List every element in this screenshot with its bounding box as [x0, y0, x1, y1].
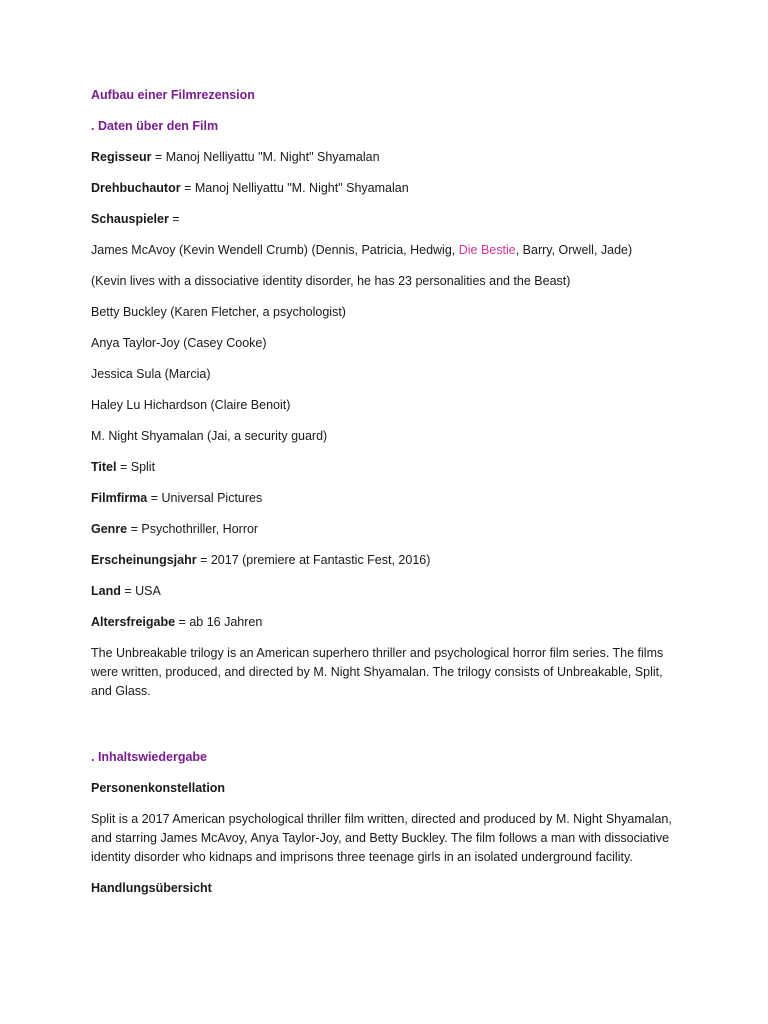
field-separator: = [120, 584, 136, 598]
cast-item: Anya Taylor-Joy (Casey Cooke) [91, 336, 267, 350]
summary-paragraph: Split is a 2017 American psychological thriller film written, directed and produced by M. Night Shyamalan, and starring James McAvoy, Anya Taylor-Joy, and Betty Buckley. The film follows a man with dissociative identity disorder who kidnaps and imprisons three teenage girls in an isolated underground facility. [91, 812, 672, 864]
subheading-label: Handlungsübersicht [91, 881, 212, 895]
field-value: ab 16 Jahren [189, 615, 263, 629]
field-label: Schauspieler [91, 212, 169, 226]
subheading-handlungsuebersicht [91, 879, 681, 898]
spacer [91, 713, 681, 748]
field-value: Psychothriller, Horror [141, 522, 259, 536]
cast-main-highlight: Die Bestie [458, 243, 516, 257]
field-separator: = [180, 181, 195, 195]
document-page [91, 86, 681, 910]
field-label: Regisseur [91, 150, 152, 164]
section-heading-daten: . Daten über den Film [91, 119, 219, 133]
field-label: Titel [91, 460, 117, 474]
field-value: Universal Pictures [161, 491, 263, 505]
field-genre [91, 520, 681, 539]
section-heading-inhaltswiedergabe: . Inhaltswiedergabe [91, 750, 208, 764]
field-erscheinungsjahr [91, 551, 681, 570]
trilogy-paragraph: The Unbreakable trilogy is an American superhero thriller and psychological horror film series. The films were written, produced, and directed by M. Night Shyamalan. The trilogy consists of Unbreakable, Split, and Glass. [91, 646, 664, 698]
field-land [91, 582, 681, 601]
field-separator: = [116, 460, 131, 474]
cast-note: (Kevin lives with a dissociative identity disorder, he has 23 personalities and the Beast) [91, 274, 571, 288]
field-separator: = [151, 150, 166, 164]
field-label: Filmfirma [91, 491, 148, 505]
field-value: Manoj Nelliyattu "M. Night" Shyamalan [165, 150, 380, 164]
cast-main-post: , Barry, Orwell, Jade) [515, 243, 633, 257]
cast-main-line [91, 241, 681, 260]
field-label: Altersfreigabe [91, 615, 176, 629]
field-label: Erscheinungsjahr [91, 553, 197, 567]
field-titel [91, 458, 681, 477]
field-regisseur [91, 148, 681, 167]
cast-item: Haley Lu Hichardson (Claire Benoit) [91, 398, 291, 412]
field-filmfirma [91, 489, 681, 508]
field-altersfreigabe [91, 613, 681, 632]
cast-item: M. Night Shyamalan (Jai, a security guard) [91, 429, 328, 443]
field-drehbuchautor [91, 179, 681, 198]
field-separator: = [175, 615, 190, 629]
cast-item: Jessica Sula (Marcia) [91, 367, 211, 381]
subheading-personenkonstellation [91, 779, 681, 798]
field-value: Manoj Nelliyattu "M. Night" Shyamalan [194, 181, 409, 195]
field-separator: = [196, 553, 211, 567]
field-schauspieler [91, 210, 681, 229]
subheading-label: Personenkonstellation [91, 781, 226, 795]
field-separator: = [127, 522, 142, 536]
field-value: 2017 (premiere at Fantastic Fest, 2016) [210, 553, 431, 567]
document-title: Aufbau einer Filmrezension [91, 88, 255, 102]
cast-item: Betty Buckley (Karen Fletcher, a psychologist) [91, 305, 346, 319]
field-label: Genre [91, 522, 128, 536]
cast-main-pre: James McAvoy (Kevin Wendell Crumb) (Dennis, Patricia, Hedwig, [91, 243, 459, 257]
field-separator: = [147, 491, 162, 505]
field-separator: = [168, 212, 180, 226]
field-label: Drehbuchautor [91, 181, 181, 195]
field-label: Land [91, 584, 121, 598]
field-value: Split [130, 460, 156, 474]
field-value: USA [135, 584, 161, 598]
